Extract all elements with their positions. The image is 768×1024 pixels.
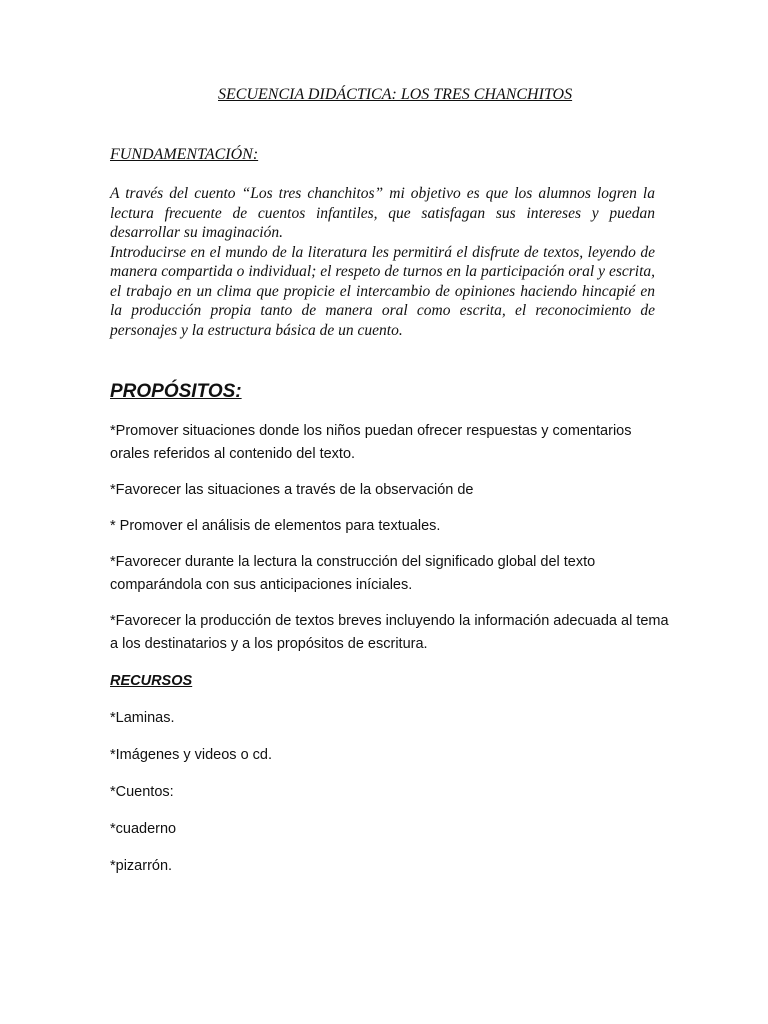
recurso-item: *Laminas. [110, 710, 175, 726]
fundamentacion-body [110, 184, 655, 340]
propositos-heading: PROPÓSITOS: [110, 381, 242, 402]
proposito-item: * Promover el análisis de elementos para textuales. [110, 518, 441, 534]
recurso-item: *Imágenes y videos o cd. [110, 747, 273, 763]
proposito-item: *Favorecer durante la lectura la construcción del significado global del texto comparándola con sus anticipaciones iníciales. [110, 554, 596, 593]
fundamentacion-paragraph: A través del cuento “Los tres chanchitos” mi objetivo es que los alumnos logren la lectura frecuente de cuentos infantiles, que satisfagan sus intereses y puedan desarrollar su imaginación. [110, 185, 655, 241]
proposito-item: *Promover situaciones donde los niños puedan ofrecer respuestas y comentarios orales referidos al contenido del texto. [110, 423, 632, 462]
recurso-item: *Cuentos: [110, 784, 174, 800]
recurso-item: *cuaderno [110, 821, 177, 837]
propositos-list [110, 420, 670, 669]
proposito-item: *Favorecer la producción de textos breves incluyendo la información adecuada al tema a los destinatarios y a los propósitos de escritura. [110, 613, 669, 652]
fundamentacion-heading: FUNDAMENTACIÓN: [110, 146, 259, 163]
recursos-heading: RECURSOS [110, 673, 193, 689]
recursos-list [110, 708, 510, 893]
document-title: SECUENCIA DIDÁCTICA: LOS TRES CHANCHITOS [218, 86, 573, 103]
recurso-item: *pizarrón. [110, 858, 173, 874]
proposito-item: *Favorecer las situaciones a través de la observación de [110, 482, 474, 498]
fundamentacion-paragraph: Introducirse en el mundo de la literatura les permitirá el disfrute de textos, leyendo de manera compartida o individual; el respeto de turnos en la participación oral y escrita, el trabajo en un clima que propicie el intercambio de opiniones haciendo hincapié en la producción propia tanto de manera oral como escrita, el reconocimiento de personajes y la estructura básica de un cuento. [110, 243, 655, 339]
